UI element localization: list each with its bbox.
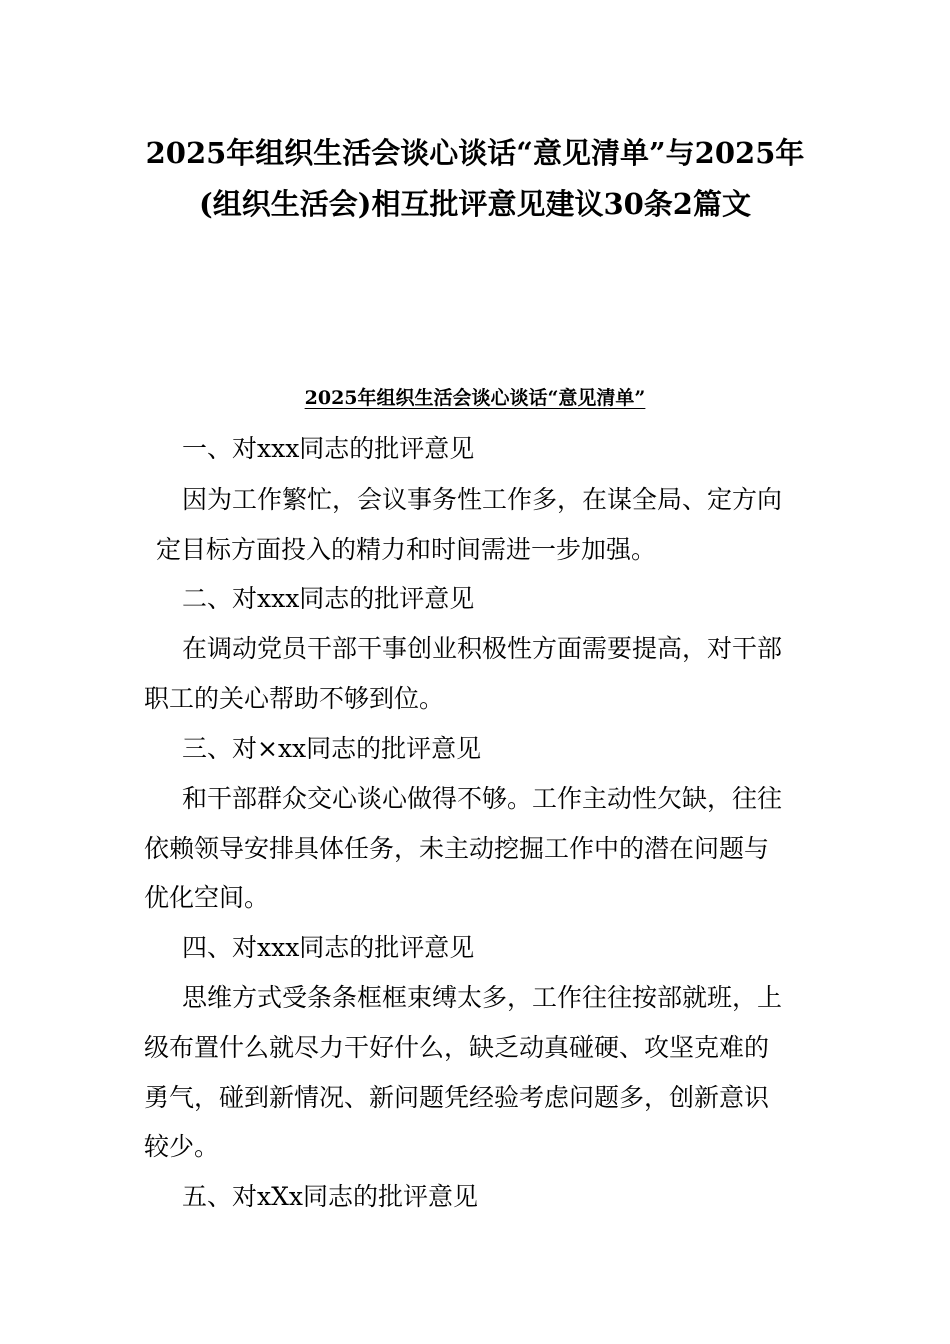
section-1-line-2: 定目标方面投入的精力和时间需进一步加强。 (156, 535, 657, 564)
section-4-heading: 四、对xxx同志的批评意见 (182, 933, 475, 962)
section-3-line-2: 依赖领导安排具体任务，未主动挖掘工作中的潜在问题与 (144, 834, 770, 863)
section-2-line-1: 在调动党员干部干事创业积极性方面需要提高，对干部 (182, 634, 783, 663)
section-1-line-1: 因为工作繁忙，会议事务性工作多，在谋全局、定方向 (182, 485, 783, 514)
section-3-line-3: 优化空间。 (144, 883, 270, 912)
section-4-line-3: 勇气，碰到新情况、新问题凭经验考虑问题多，创新意识 (144, 1083, 770, 1112)
section-4-line-1: 思维方式受条条框框束缚太多，工作往往按部就班，上 (182, 983, 783, 1012)
document-title-line-2: (组织生活会)相互批评意见建议30条2篇文 (199, 187, 751, 221)
section-5-heading: 五、对xXx同志的批评意见 (182, 1182, 478, 1211)
document-title-line-1: 2025年组织生活会谈心谈话“意见清单”与2025年 (145, 136, 805, 170)
section-1-heading: 一、对xxx同志的批评意见 (182, 434, 475, 463)
section-subtitle: 2025年组织生活会谈心谈话“意见清单” (304, 387, 646, 409)
section-4-line-2: 级布置什么就尽力干好什么，缺乏动真碰硬、攻坚克难的 (144, 1033, 770, 1062)
section-2-heading: 二、对xxx同志的批评意见 (182, 584, 475, 613)
section-3-line-1: 和干部群众交心谈心做得不够。工作主动性欠缺，往往 (182, 784, 783, 813)
section-4-line-4: 较少。 (144, 1132, 220, 1161)
section-3-heading: 三、对×xx同志的批评意见 (182, 734, 482, 763)
section-2-line-2: 职工的关心帮助不够到位。 (144, 684, 445, 713)
